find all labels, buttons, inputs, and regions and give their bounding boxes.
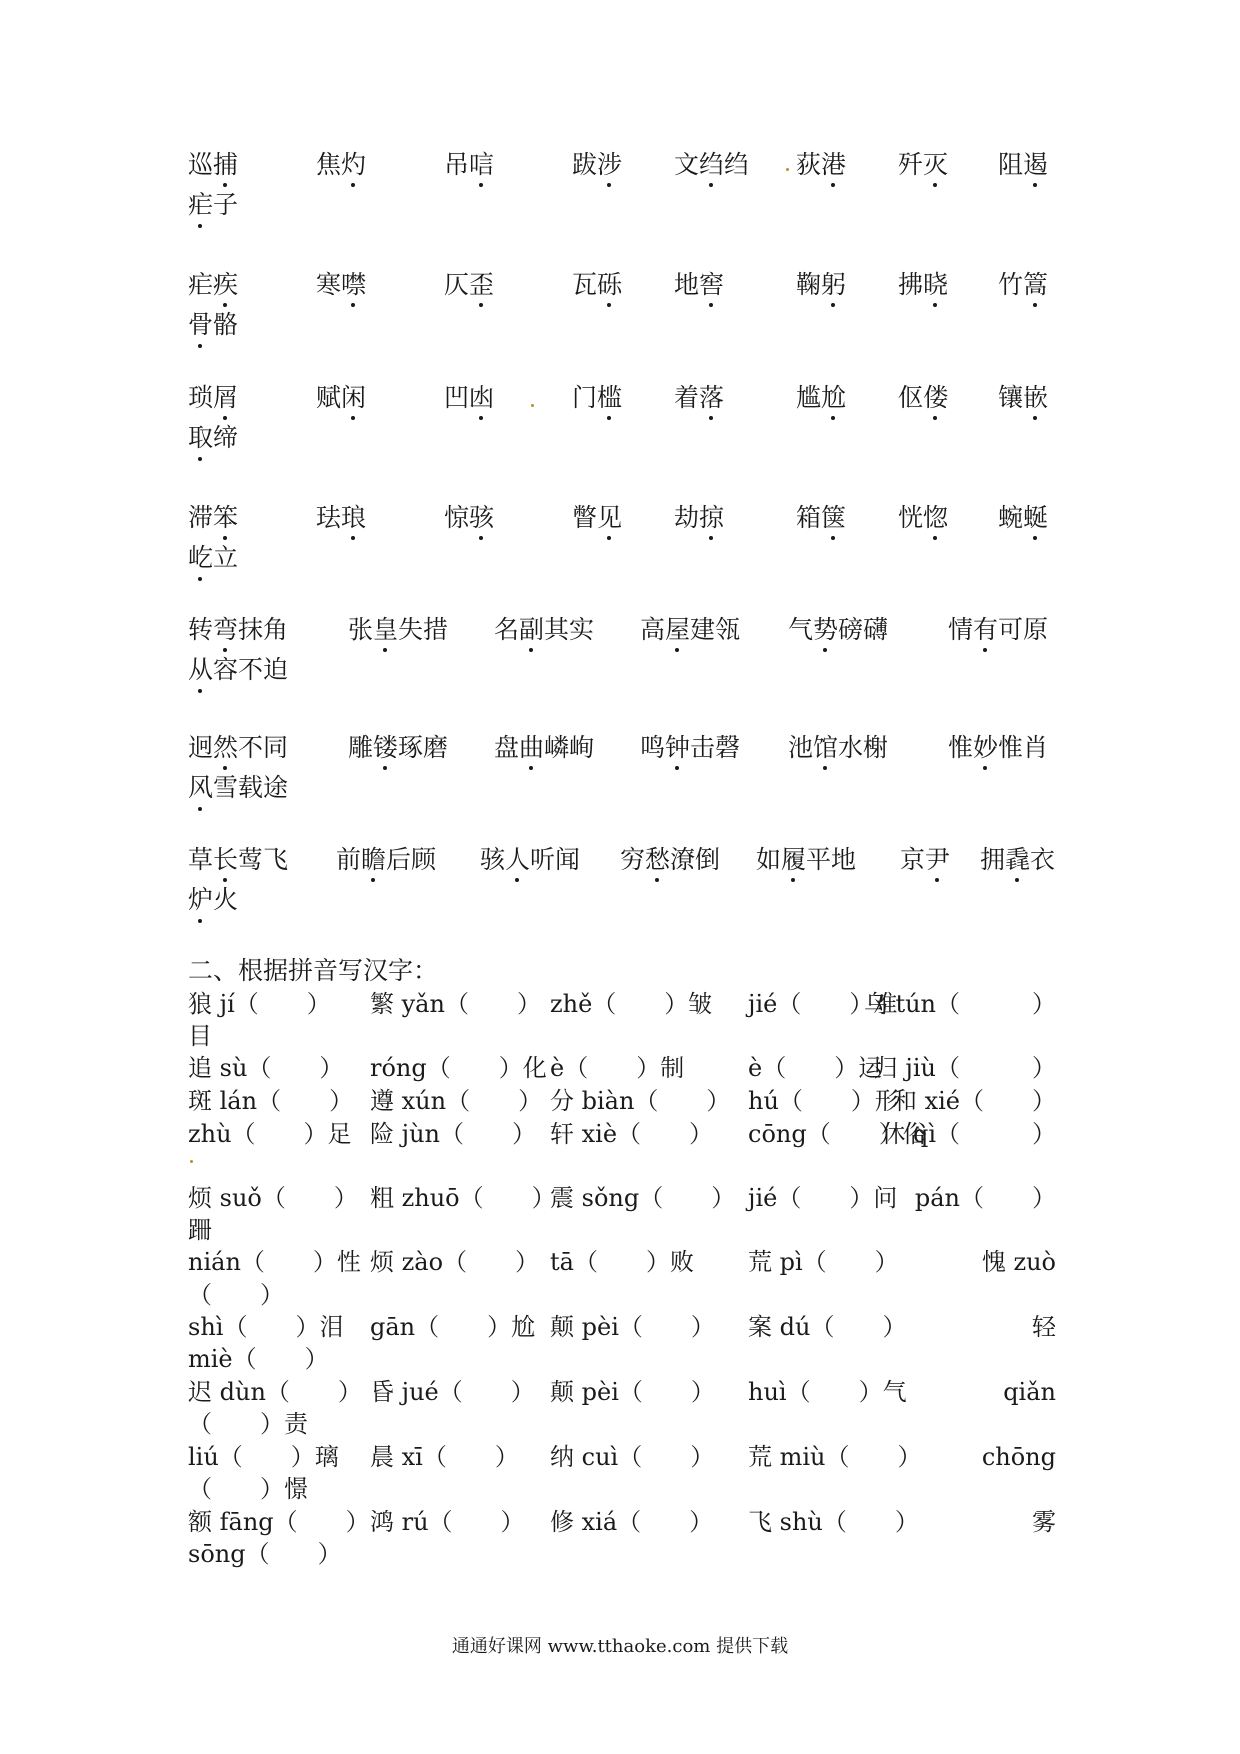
vocab-word: 歼灭	[898, 150, 949, 179]
emphasis-dot	[479, 416, 483, 420]
vocab-word: 张皇失措	[348, 615, 449, 644]
vocab-word: 鸣钟击磬	[640, 733, 741, 762]
pinyin-item: 追 sù（ ）	[188, 1054, 344, 1082]
word-row	[188, 378, 1056, 418]
pinyin-item: 纳 cuì（ ）	[550, 1443, 715, 1471]
emphasis-dot	[198, 577, 202, 581]
emphasis-dot	[1015, 878, 1019, 882]
pinyin-line	[188, 1020, 1056, 1052]
pinyin-item: è（ ）运	[748, 1054, 883, 1082]
pinyin-item: 休 qì（ ）	[881, 1120, 1056, 1148]
pinyin-line	[188, 1311, 1056, 1343]
emphasis-dot	[831, 183, 835, 187]
word-row	[188, 498, 1056, 538]
pinyin-line	[188, 1246, 1056, 1278]
vocab-word: 琐屑	[188, 383, 239, 412]
emphasis-dot	[935, 878, 939, 882]
vocab-word-wrapped: 屹立	[188, 543, 239, 572]
pinyin-item: jié（ ）问	[748, 1184, 898, 1212]
pinyin-item: （ ）憬	[188, 1475, 308, 1503]
emphasis-dot	[1033, 536, 1037, 540]
vocab-word: 尴尬	[796, 383, 847, 412]
emphasis-dot	[983, 648, 987, 652]
emphasis-dot	[479, 536, 483, 540]
emphasis-dot	[933, 536, 937, 540]
pinyin-item: tā（ ）败	[550, 1248, 694, 1276]
vocab-word: 高屋建瓴	[640, 615, 741, 644]
pinyin-item: 烦 suǒ（ ）	[188, 1184, 358, 1212]
emphasis-dot	[933, 183, 937, 187]
vocab-word: 气势磅礴	[788, 615, 889, 644]
vocab-word-wrapped: 疟子	[188, 190, 239, 219]
pinyin-item: 繁 yǎn（ ）	[370, 990, 541, 1018]
vocab-word: 草长莺飞	[188, 845, 289, 874]
emphasis-dot	[383, 766, 387, 770]
vocab-word: 劫掠	[674, 503, 725, 532]
vocab-word-wrapped: 取缔	[188, 423, 239, 452]
pinyin-line	[188, 1506, 1056, 1538]
vocab-word: 惟妙惟肖	[948, 733, 1049, 762]
pinyin-item: 昏 jué（ ）	[370, 1378, 535, 1406]
emphasis-dot	[1033, 303, 1037, 307]
pinyin-item: róng（ ）化	[370, 1054, 547, 1082]
vocab-word: 荻港	[796, 150, 847, 179]
pinyin-item: （ ）责	[188, 1410, 308, 1438]
vocab-word: 鞠躬	[796, 270, 847, 299]
pinyin-item: 晨 xī（ ）	[370, 1443, 519, 1471]
pinyin-item: 雾	[1032, 1508, 1056, 1536]
emphasis-dot	[198, 807, 202, 811]
pinyin-item: （ ）	[188, 1281, 284, 1309]
vocab-word: 珐琅	[316, 503, 367, 532]
emphasis-dot	[351, 303, 355, 307]
pinyin-line	[188, 1214, 1056, 1246]
pinyin-line	[188, 1538, 1056, 1570]
vocab-word-wrapped: 骨骼	[188, 310, 239, 339]
vocab-word: 滞笨	[188, 503, 239, 532]
pinyin-item: liú（ ）璃	[188, 1443, 339, 1471]
emphasis-dot	[709, 183, 713, 187]
word-row	[188, 265, 1056, 305]
vocab-word: 拥毳衣	[980, 845, 1056, 874]
emphasis-dot	[831, 303, 835, 307]
pinyin-item: 鸿 rú（ ）	[370, 1508, 525, 1536]
vocab-word: 吊唁	[444, 150, 495, 179]
pinyin-item: nián（ ）性	[188, 1248, 361, 1276]
pinyin-line	[188, 1408, 1056, 1440]
vocab-word: 名副其实	[494, 615, 595, 644]
emphasis-dot	[709, 536, 713, 540]
emphasis-dot	[933, 416, 937, 420]
pinyin-item: 迟 dùn（ ）	[188, 1378, 362, 1406]
vocab-word: 京尹	[900, 845, 951, 874]
pinyin-item: zhù（ ）足	[188, 1120, 352, 1148]
vocab-word: 竹篙	[998, 270, 1049, 299]
vocab-word-wrapped: 炉火	[188, 885, 239, 914]
vocab-word: 情有可原	[948, 615, 1049, 644]
vocab-word: 伛偻	[898, 383, 949, 412]
emphasis-dot	[675, 766, 679, 770]
pinyin-item: huì（ ）气	[748, 1378, 907, 1406]
emphasis-dot	[198, 224, 202, 228]
vocab-word: 惊骇	[444, 503, 495, 532]
vocab-word: 雕镂琢磨	[348, 733, 449, 762]
emphasis-dot	[198, 344, 202, 348]
pinyin-line	[188, 1118, 1056, 1150]
pinyin-item: 颠 pèi（ ）	[550, 1313, 715, 1341]
pinyin-item: 飞 shù（ ）	[748, 1508, 919, 1536]
pinyin-line	[188, 1441, 1056, 1473]
pinyin-item: 分 biàn（ ）	[550, 1087, 731, 1115]
emphasis-dot	[479, 303, 483, 307]
scan-speck	[190, 1160, 193, 1163]
pinyin-item: 案 dú（ ）	[748, 1313, 907, 1341]
pinyin-item: è（ ）制	[550, 1054, 685, 1082]
pinyin-item: 额 fāng（ ）	[188, 1508, 370, 1536]
emphasis-dot	[351, 183, 355, 187]
pinyin-item: 斑 lán（ ）	[188, 1087, 354, 1115]
pinyin-item: 乌 tún（ ）	[863, 990, 1056, 1018]
emphasis-dot	[933, 303, 937, 307]
pinyin-item: hú（ ）形	[748, 1087, 899, 1115]
vocab-word: 骇人听闻	[480, 845, 581, 874]
vocab-word: 迥然不同	[188, 733, 289, 762]
pinyin-line	[188, 1279, 1056, 1311]
emphasis-dot	[823, 648, 827, 652]
vocab-word: 门槛	[572, 383, 623, 412]
pinyin-item: 荒 pì（ ）	[748, 1248, 899, 1276]
pinyin-item: pán（ ）	[914, 1184, 1056, 1212]
pinyin-item: 修 xiá（ ）	[550, 1508, 714, 1536]
vocab-word: 恍惚	[898, 503, 949, 532]
vocab-word: 着落	[674, 383, 725, 412]
emphasis-dot	[831, 536, 835, 540]
vocab-word: 仄歪	[444, 270, 495, 299]
vocab-word: 穷愁潦倒	[620, 845, 721, 874]
emphasis-dot	[823, 766, 827, 770]
word-row	[188, 145, 1056, 185]
vocab-word: 巡捕	[188, 150, 239, 179]
vocab-word: 跋涉	[572, 150, 623, 179]
vocab-word: 转弯抹角	[188, 615, 289, 644]
vocab-word: 凹凼	[444, 383, 495, 412]
pinyin-item: 遵 xún（ ）	[370, 1087, 543, 1115]
vocab-word: 寒噤	[316, 270, 367, 299]
emphasis-dot	[709, 303, 713, 307]
vocab-word: 阻遏	[998, 150, 1049, 179]
pinyin-item: 目	[188, 1022, 212, 1050]
vocab-word: 瓦砾	[572, 270, 623, 299]
pinyin-item: 和 xié（ ）	[892, 1087, 1056, 1115]
pinyin-item: 跚	[188, 1216, 212, 1244]
emphasis-dot	[529, 648, 533, 652]
vocab-word-wrapped: 风雪载途	[188, 773, 289, 802]
vocab-word: 拂晓	[898, 270, 949, 299]
vocab-word: 蜿蜒	[998, 503, 1049, 532]
emphasis-dot	[983, 766, 987, 770]
pinyin-item: qiǎn	[1003, 1378, 1056, 1406]
emphasis-dot	[383, 648, 387, 652]
pinyin-item: chōng	[981, 1443, 1056, 1471]
emphasis-dot	[607, 416, 611, 420]
emphasis-dot	[1033, 416, 1037, 420]
vocab-word: 疟疾	[188, 270, 239, 299]
vocab-word: 箱箧	[796, 503, 847, 532]
vocab-word: 焦灼	[316, 150, 367, 179]
vocab-word: 池馆水榭	[788, 733, 889, 762]
pinyin-line	[188, 988, 1056, 1020]
emphasis-dot	[607, 303, 611, 307]
section-title: 二、根据拼音写汉字：	[188, 956, 439, 985]
emphasis-dot	[831, 416, 835, 420]
word-row	[188, 840, 1056, 880]
vocab-word: 赋闲	[316, 383, 367, 412]
vocab-word: 如履平地	[756, 845, 857, 874]
pinyin-item: 轻	[1032, 1313, 1056, 1341]
vocab-word: 地窖	[674, 270, 725, 299]
scan-speck	[786, 168, 789, 171]
pinyin-item: cōng（ ）俗	[748, 1120, 927, 1148]
pinyin-item: 险 jùn（ ）	[370, 1120, 536, 1148]
emphasis-dot	[479, 183, 483, 187]
pinyin-item: jié（ ）难	[748, 990, 898, 1018]
emphasis-dot	[198, 919, 202, 923]
pinyin-item: 颠 pèi（ ）	[550, 1378, 715, 1406]
pinyin-line	[188, 1052, 1056, 1084]
emphasis-dot	[371, 878, 375, 882]
vocab-word: 盘曲嶙峋	[494, 733, 595, 762]
emphasis-dot	[709, 416, 713, 420]
emphasis-dot	[529, 766, 533, 770]
emphasis-dot	[198, 457, 202, 461]
pinyin-line	[188, 1182, 1056, 1214]
pinyin-item: 荒 miù（ ）	[748, 1443, 922, 1471]
vocab-word: 镶嵌	[998, 383, 1049, 412]
word-row	[188, 728, 1056, 768]
pinyin-item: gān（ ）尬	[370, 1313, 536, 1341]
pinyin-line	[188, 1473, 1056, 1505]
pinyin-item: 愧 zuò	[981, 1248, 1056, 1276]
pinyin-item: 粗 zhuō（ ）	[370, 1184, 556, 1212]
pinyin-item: zhě（ ）皱	[550, 990, 713, 1018]
vocab-word: 文绉绉	[674, 150, 750, 179]
vocab-word: 前瞻后顾	[336, 845, 437, 874]
footer-credit: 通通好课网 www.tthaoke.com 提供下载	[451, 1636, 789, 1657]
pinyin-item: miè（ ）	[188, 1345, 329, 1373]
pinyin-item: 狼 jí（ ）	[188, 990, 331, 1018]
emphasis-dot	[607, 183, 611, 187]
pinyin-line	[188, 1376, 1056, 1408]
pinyin-item: shì（ ）泪	[188, 1313, 344, 1341]
emphasis-dot	[655, 878, 659, 882]
emphasis-dot	[791, 878, 795, 882]
emphasis-dot	[351, 536, 355, 540]
vocab-word: 瞥见	[572, 503, 623, 532]
vocab-word-wrapped: 从容不迫	[188, 655, 289, 684]
pinyin-item: 归 jiù（ ）	[873, 1054, 1056, 1082]
pinyin-item: sōng（ ）	[188, 1540, 342, 1568]
emphasis-dot	[1033, 183, 1037, 187]
word-row	[188, 610, 1056, 650]
emphasis-dot	[351, 416, 355, 420]
pinyin-line	[188, 1085, 1056, 1117]
emphasis-dot	[198, 689, 202, 693]
emphasis-dot	[675, 648, 679, 652]
emphasis-dot	[515, 878, 519, 882]
scan-speck	[531, 404, 534, 407]
pinyin-item: 轩 xiè（ ）	[550, 1120, 714, 1148]
pinyin-item: 震 sǒng（ ）	[550, 1184, 736, 1212]
pinyin-item: 烦 zào（ ）	[370, 1248, 540, 1276]
emphasis-dot	[607, 536, 611, 540]
pinyin-line	[188, 1343, 1056, 1375]
